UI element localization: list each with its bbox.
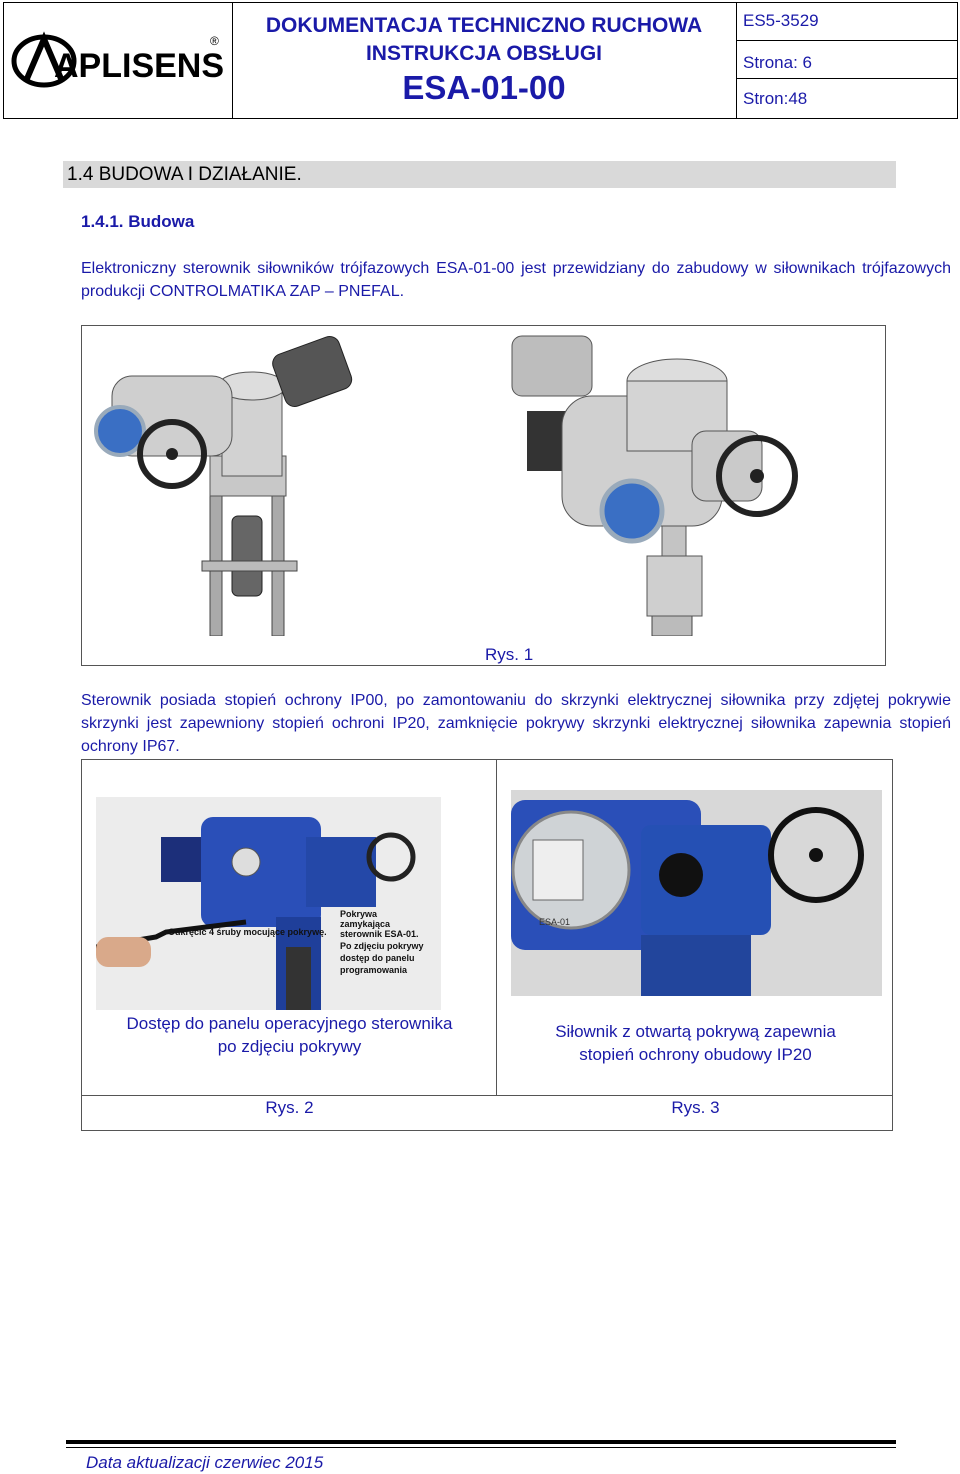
svg-text:®: ® — [210, 34, 219, 48]
page-number: Strona: 6 — [737, 41, 957, 79]
paragraph-protection: Sterownik posiada stopień ochrony IP00, po zamontowaniu do skrzynki elektrycznej siłownika przy zdjętej pokrywie skrzynki jest zapewniony stopień ochroni IP20, zamknięcie pokrywy skrzynki elektrycznej siłownika zapewnia stopień ochrony IP67. — [81, 692, 951, 755]
figure-3-description-line2: stopień ochrony obudowy IP20 — [579, 1045, 812, 1064]
document-header — [3, 2, 958, 119]
svg-text:Odkręcić 4 śruby mocujące pokr: Odkręcić 4 śruby mocujące pokrywę. — [168, 927, 327, 937]
subsection-title: 1.4.1. Budowa — [81, 212, 195, 231]
svg-text:Pokrywa zamykająca: Pokrywa zamykająca sterownik ESA-01. Po zdjęciu pokrywy dostęp do panelu programowania — [340, 909, 424, 975]
figure-3-description — [497, 1020, 894, 1066]
paragraph-intro: Elektroniczny sterownik siłowników trójfazowych ESA-01-00 jest przewidziany do zabudowy w siłownikach trójfazowych produkcji CONTROLMATIKA ZAP – PNEFAL. — [81, 260, 951, 300]
header-title-cell — [232, 3, 737, 118]
section-title: 1.4 BUDOWA I DZIAŁANIE. — [63, 161, 896, 188]
logo-cell — [4, 3, 233, 118]
header-title-line3: ESA-01-00 — [402, 69, 566, 106]
actuator-renderings-image — [82, 326, 885, 636]
figure-3-description-line1: Siłownik z otwartą pokrywą zapewnia — [555, 1022, 836, 1041]
header-title-line1: DOKUMENTACJA TECHNICZNO RUCHOWA — [265, 14, 703, 37]
figure-1-caption: Rys. 1 — [485, 645, 534, 664]
footer-rule-thick — [66, 1440, 896, 1444]
figure-1 — [81, 325, 886, 666]
svg-text:ESA-01: ESA-01 — [539, 917, 571, 927]
actuator-open-cover-photo — [511, 790, 882, 996]
svg-text:APLISENS: APLISENS — [54, 47, 225, 85]
footer-rule-thin — [66, 1447, 896, 1448]
figure-3-photo — [511, 790, 882, 996]
figure-3-caption: Rys. 3 — [671, 1098, 720, 1117]
doc-code: ES5-3529 — [737, 3, 957, 41]
footer-update-date: Data aktualizacji czerwiec 2015 — [86, 1453, 324, 1472]
header-title-line2: INSTRUKCJA OBSŁUGI — [365, 42, 603, 65]
figure-2-description-line2: po zdjęciu pokrywy — [217, 1037, 362, 1056]
aplisens-logo — [4, 3, 232, 118]
page-count: Stron:48 — [743, 89, 808, 108]
figure-2-caption: Rys. 2 — [265, 1098, 314, 1117]
table-divider-horizontal — [82, 1095, 892, 1096]
figure-2-description — [82, 1012, 497, 1058]
figures-2-3-table — [81, 759, 893, 1131]
figure-2-description-line1: Dostęp do panelu operacyjnego sterownika — [126, 1014, 453, 1033]
figure-2-photo — [96, 797, 441, 1010]
actuator-cover-photo — [96, 797, 441, 1010]
